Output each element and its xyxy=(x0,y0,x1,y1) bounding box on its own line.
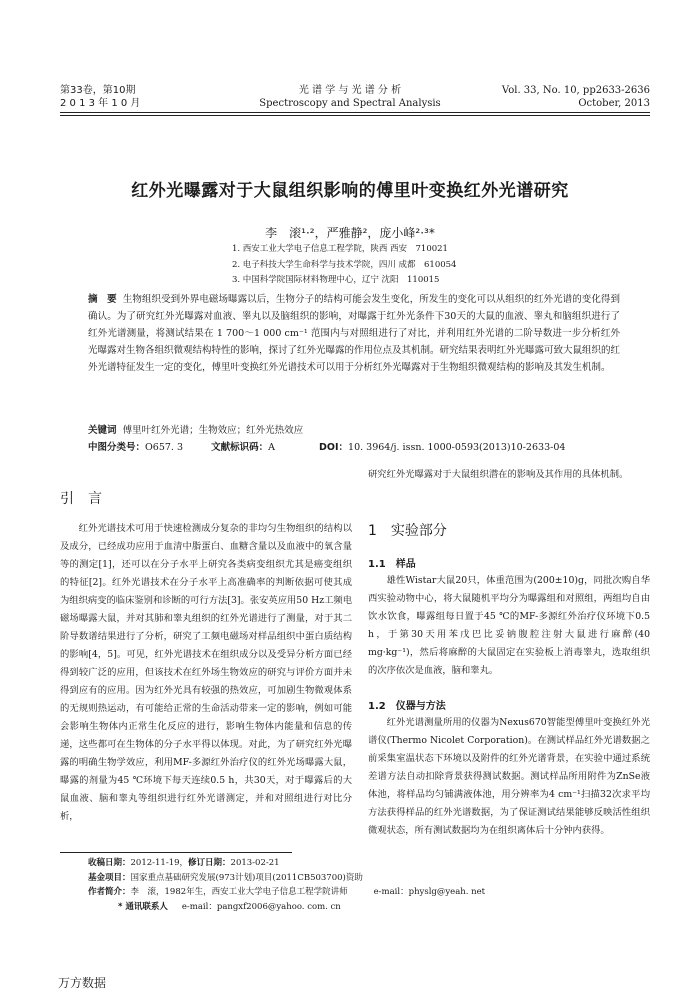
fund-label: 基金项目： xyxy=(88,872,131,883)
header-journal xyxy=(200,84,500,110)
intro-text: 红外光谱技术可用于快速检测成分复杂的非均匀生物组织的结构以及成分，已经成功应用于血清中脂蛋白、血糖含量以及血液中的氧含量等的测定[1]，还可以在分子水平上研究各类病变组织尤其是癌变组织的特征[2]。红外光谱技术在分子水平上高准确率的判断依据可使其成为组织病变的临床鉴别和诊断的可行方法[3]。张安英应用50 Hz工频电磁场曝露大鼠，并对其肺和睾丸组织的红外光谱进行了测量，对于其二阶导数谱结果进行了分析，研究了工频电磁场对样品组织中蛋白质结构的影响[4，5]。可见，红外光谱技术在组织成分以及受异分析方面已经得到较广泛的应用，但该技术在红外场生物效应的研究与评价方面并未得到应有的应用。因为红外光具有较强的热效应，可加剧生物微观体系的无规则热运动，有可能给正常的生命活动带来一定的影响，例如可能会影响生物体内正常生化反应的进行，影响生物体内能量和信息的传递，这些都可在生物体的分子水平得以体现。对此，为了研究红外光曝露的明确生物学效应，利用MF-多源红外治疗仪的红外光场曝露大鼠，曝露的剂量为45 ℃环境下每天连续0.5 h，共30天，对于曝露后的大鼠血液、脑和睾丸等组织进行红外光谱测定，并和对照组进行对比分析， xyxy=(60,523,352,822)
revised-date: 2013-02-21 xyxy=(230,858,280,868)
header-date: 2 0 1 3 年 1 0 月 xyxy=(60,98,141,109)
footnote-fund xyxy=(88,871,588,886)
header-month: October, 2013 xyxy=(578,98,650,109)
header-journal-en: Spectroscopy and Spectral Analysis xyxy=(259,98,441,109)
watermark-wanfang: 万方数据 xyxy=(58,976,107,990)
header-journal-cn: 光 谱 学 与 光 谱 分 析 xyxy=(298,85,402,96)
section1-2-text: 红外光谱测量所用的仪器为Nexus670智能型傅里叶变换红外光谱仪(Thermo Nicolet Corporation)。在测试样品红外光谱数据之前采集室温状态下环境以及附件的红外光谱背景，在实验中通过系统差谱方法自动扣除背景获得测试数据。测试样品所用附件为ZnSe液体池，将样品均匀铺满液体池，用分辨率为4 cm⁻¹扫描32次求平均方法获得样品的红外光谱数据，为了保证测试结果能够反映活性组织微观状态，所有测试数据均为在组织离体后十分钟内获得。 xyxy=(368,717,650,836)
footnote-rule xyxy=(60,852,292,853)
author-list: 李 滚¹·²，严雅静²，庞小峰²·³* xyxy=(265,226,435,240)
footnote-dates xyxy=(88,856,588,871)
keywords-label: 关键词 xyxy=(88,425,117,436)
section1-2-heading: 1.2 仪器与方法 xyxy=(368,701,446,712)
section1-1-heading: 1.1 样品 xyxy=(368,559,416,570)
bio-text: 李 滚，1982年生，西安工业大学电子信息工程学院讲师 xyxy=(130,887,348,897)
intro-heading: 引 言 xyxy=(60,491,102,507)
header-citation xyxy=(470,84,650,110)
doi-label: DOI： xyxy=(319,442,349,453)
affiliation-item: 3. 中国科学院国际材料物理中心，辽宁 沈阳 110015 xyxy=(232,275,440,285)
bio-label: 作者简介： xyxy=(88,887,131,897)
revised-label: 修订日期： xyxy=(188,858,231,868)
received-label: 收稿日期： xyxy=(88,858,131,868)
received-date: 2012-11-19， xyxy=(130,858,189,868)
section1-heading: 1 实验部分 xyxy=(368,523,447,539)
bio-email: e-mail：physlg@yeah. net xyxy=(373,887,486,897)
header-volume-info xyxy=(60,84,140,110)
doi-value: 10. 3964/j. issn. 1000-0593(2013)10-2633-04 xyxy=(348,442,566,453)
intro-paragraph xyxy=(60,520,352,826)
affiliations xyxy=(232,242,456,289)
affiliation-item: 2. 电子科技大学生命科学与技术学院，四川 成都 610054 xyxy=(232,259,457,270)
header-vol-pages: Vol. 33, No. 10, pp2633-2636 xyxy=(501,85,650,96)
fund-text: 国家重点基础研究发展(973计划)项目(2011CB503700)资助 xyxy=(130,872,363,883)
abstract-label: 摘 要 xyxy=(88,294,117,305)
footnote-bio xyxy=(88,885,588,900)
corresponding-label: * 通讯联系人 xyxy=(118,901,168,912)
keywords-text: 傅里叶红外光谱；生物效应；红外光热效应 xyxy=(122,425,304,436)
footnotes xyxy=(88,856,588,914)
intro-continuation: 研究红外光曝露对于大鼠组织潜在的影响及其作用的具体机制。 xyxy=(368,469,629,480)
abstract-text: 生物组织受到外界电磁场曝露以后，生物分子的结构可能会发生变化，所发生的变化可以从组织的红外光谱的变化得到确认。为了研究红外光曝露对血液、睾丸以及脑组织的影响，对曝露于红外光条件下30天的大鼠的血液、睾丸和脑组织进行了红外光谱测量，将测试结果在 1 700～1 000 cm⁻¹ 范围内与对照组进行了对比，并利用红外光谱的二阶导数进一步分析红外光曝露对生物各组织微观结构特性的影响，探讨了红外光曝露的作用位点及其机制。研究结果表明红外光曝露可致大鼠组织的红外光谱特征发生一定的变化，傅里叶变换红外光谱技术可以用于分析红外光曝露对于生物组织微观结构的影响及其发生机制。 xyxy=(88,294,621,373)
keywords xyxy=(88,423,620,438)
header-volume: 第33卷，第10期 xyxy=(60,85,136,96)
clc-label: 中图分类号： xyxy=(88,442,146,453)
classification-line xyxy=(88,440,620,455)
header-rule-bottom xyxy=(60,115,650,116)
footnote-corresponding xyxy=(88,900,588,915)
doc-code-value: A xyxy=(268,442,275,453)
paper-title: 红外光曝露对于大鼠组织影响的傅里叶变换红外光谱研究 xyxy=(131,181,569,201)
abstract xyxy=(88,291,620,376)
affiliation-item: 1. 西安工业大学电子信息工程学院，陕西 西安 710021 xyxy=(232,244,448,254)
corresponding-email: e-mail：pangxf2006@yahoo. com. cn xyxy=(181,901,341,912)
section1-1-text: 雄性Wistar大鼠20只，体重范围为(200±10)g，同批次购自华西实验动物中心，将大鼠随机平均分为曝露组和对照组，两组均自由饮水饮食，曝露组每日置于45 ℃的MF-多源红外治疗仪环境下0.5 h，于第30天用苯戊巴比妥钠腹腔注射大鼠进行麻醉(40 mg·kg⁻¹)，然后将麻醉的大鼠固定在实验板上消毒睾丸，选取组织的次序依次是血液，脑和睾丸。 xyxy=(368,575,650,676)
doc-code-label: 文献标识码： xyxy=(211,442,269,453)
clc-value: O657. 3 xyxy=(145,442,184,453)
header-rule-top xyxy=(60,112,650,113)
